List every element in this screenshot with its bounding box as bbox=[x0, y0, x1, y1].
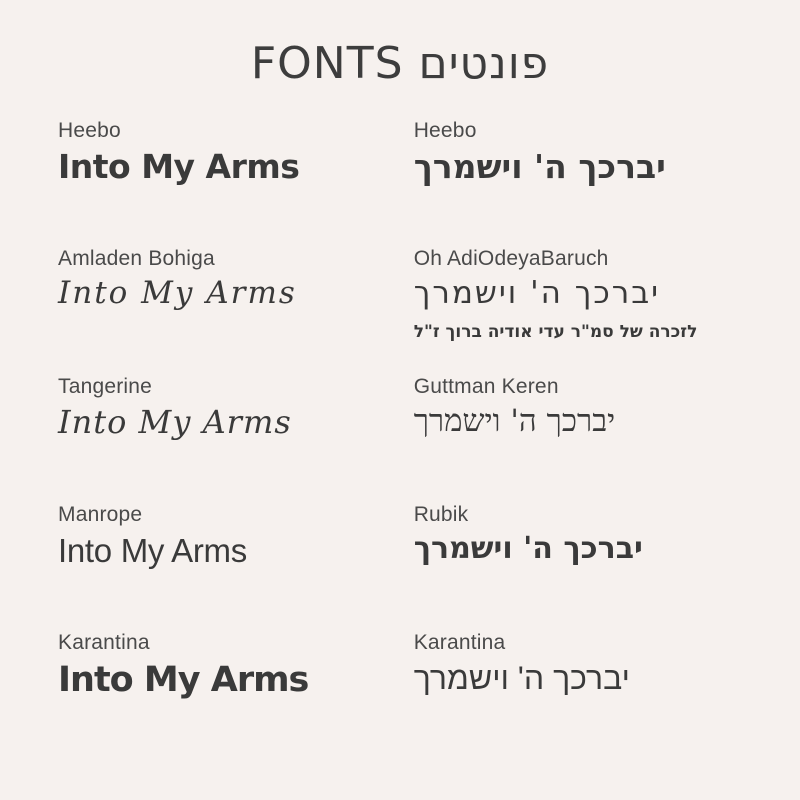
font-sample-text: Into My Arms bbox=[58, 275, 297, 312]
font-sample-text: Into My Arms bbox=[58, 403, 292, 442]
font-sample-text: יברכך ה' וישמרך bbox=[413, 531, 643, 567]
font-sample-latin bbox=[58, 503, 386, 570]
font-name-label: Karantina bbox=[58, 631, 150, 654]
font-name-label: Tangerine bbox=[58, 375, 153, 398]
font-sample-subtitle: לזכרה של סמ"ר עדי אודיה ברוך ז"ל bbox=[413, 321, 698, 342]
font-row bbox=[58, 631, 742, 759]
font-name-label: Heebo bbox=[413, 119, 477, 142]
font-name-label: Guttman Keren bbox=[413, 375, 559, 398]
font-name-label: Heebo bbox=[58, 119, 121, 142]
font-row bbox=[58, 503, 742, 631]
font-sample-latin bbox=[58, 631, 386, 700]
font-sample-text: Into My Arms bbox=[58, 660, 309, 701]
font-sample-latin bbox=[58, 119, 386, 186]
page-title: פונטים FONTS bbox=[250, 38, 550, 89]
font-row bbox=[58, 375, 742, 503]
font-sample-latin bbox=[58, 247, 386, 312]
font-sample-text: יברכך ה' וישמרך bbox=[413, 275, 661, 312]
font-sample-latin bbox=[58, 375, 386, 441]
font-rows bbox=[58, 119, 742, 759]
font-sample-hebrew bbox=[414, 631, 742, 697]
font-row bbox=[58, 247, 742, 375]
font-sample-hebrew bbox=[414, 119, 742, 186]
font-name-label: Rubik bbox=[413, 503, 469, 526]
font-name-label: Karantina bbox=[413, 631, 506, 654]
font-sample-text: יברכך ה' וישמרך bbox=[413, 660, 630, 697]
font-name-label: Oh AdiOdeyaBaruch bbox=[413, 247, 609, 270]
font-row bbox=[58, 119, 742, 247]
font-sample-hebrew bbox=[414, 247, 742, 342]
font-sample-hebrew bbox=[414, 503, 742, 567]
font-name-label: Manrope bbox=[58, 503, 143, 526]
font-sample-text: Into My Arms bbox=[58, 532, 247, 570]
font-sample-text: Into My Arms bbox=[58, 147, 300, 187]
font-sample-hebrew bbox=[414, 375, 742, 440]
font-name-label: Amladen Bohiga bbox=[58, 247, 215, 270]
font-sample-text: יברכך ה' וישמרך bbox=[413, 403, 616, 440]
font-sample-text: יברכך ה' וישמרך bbox=[413, 147, 666, 187]
